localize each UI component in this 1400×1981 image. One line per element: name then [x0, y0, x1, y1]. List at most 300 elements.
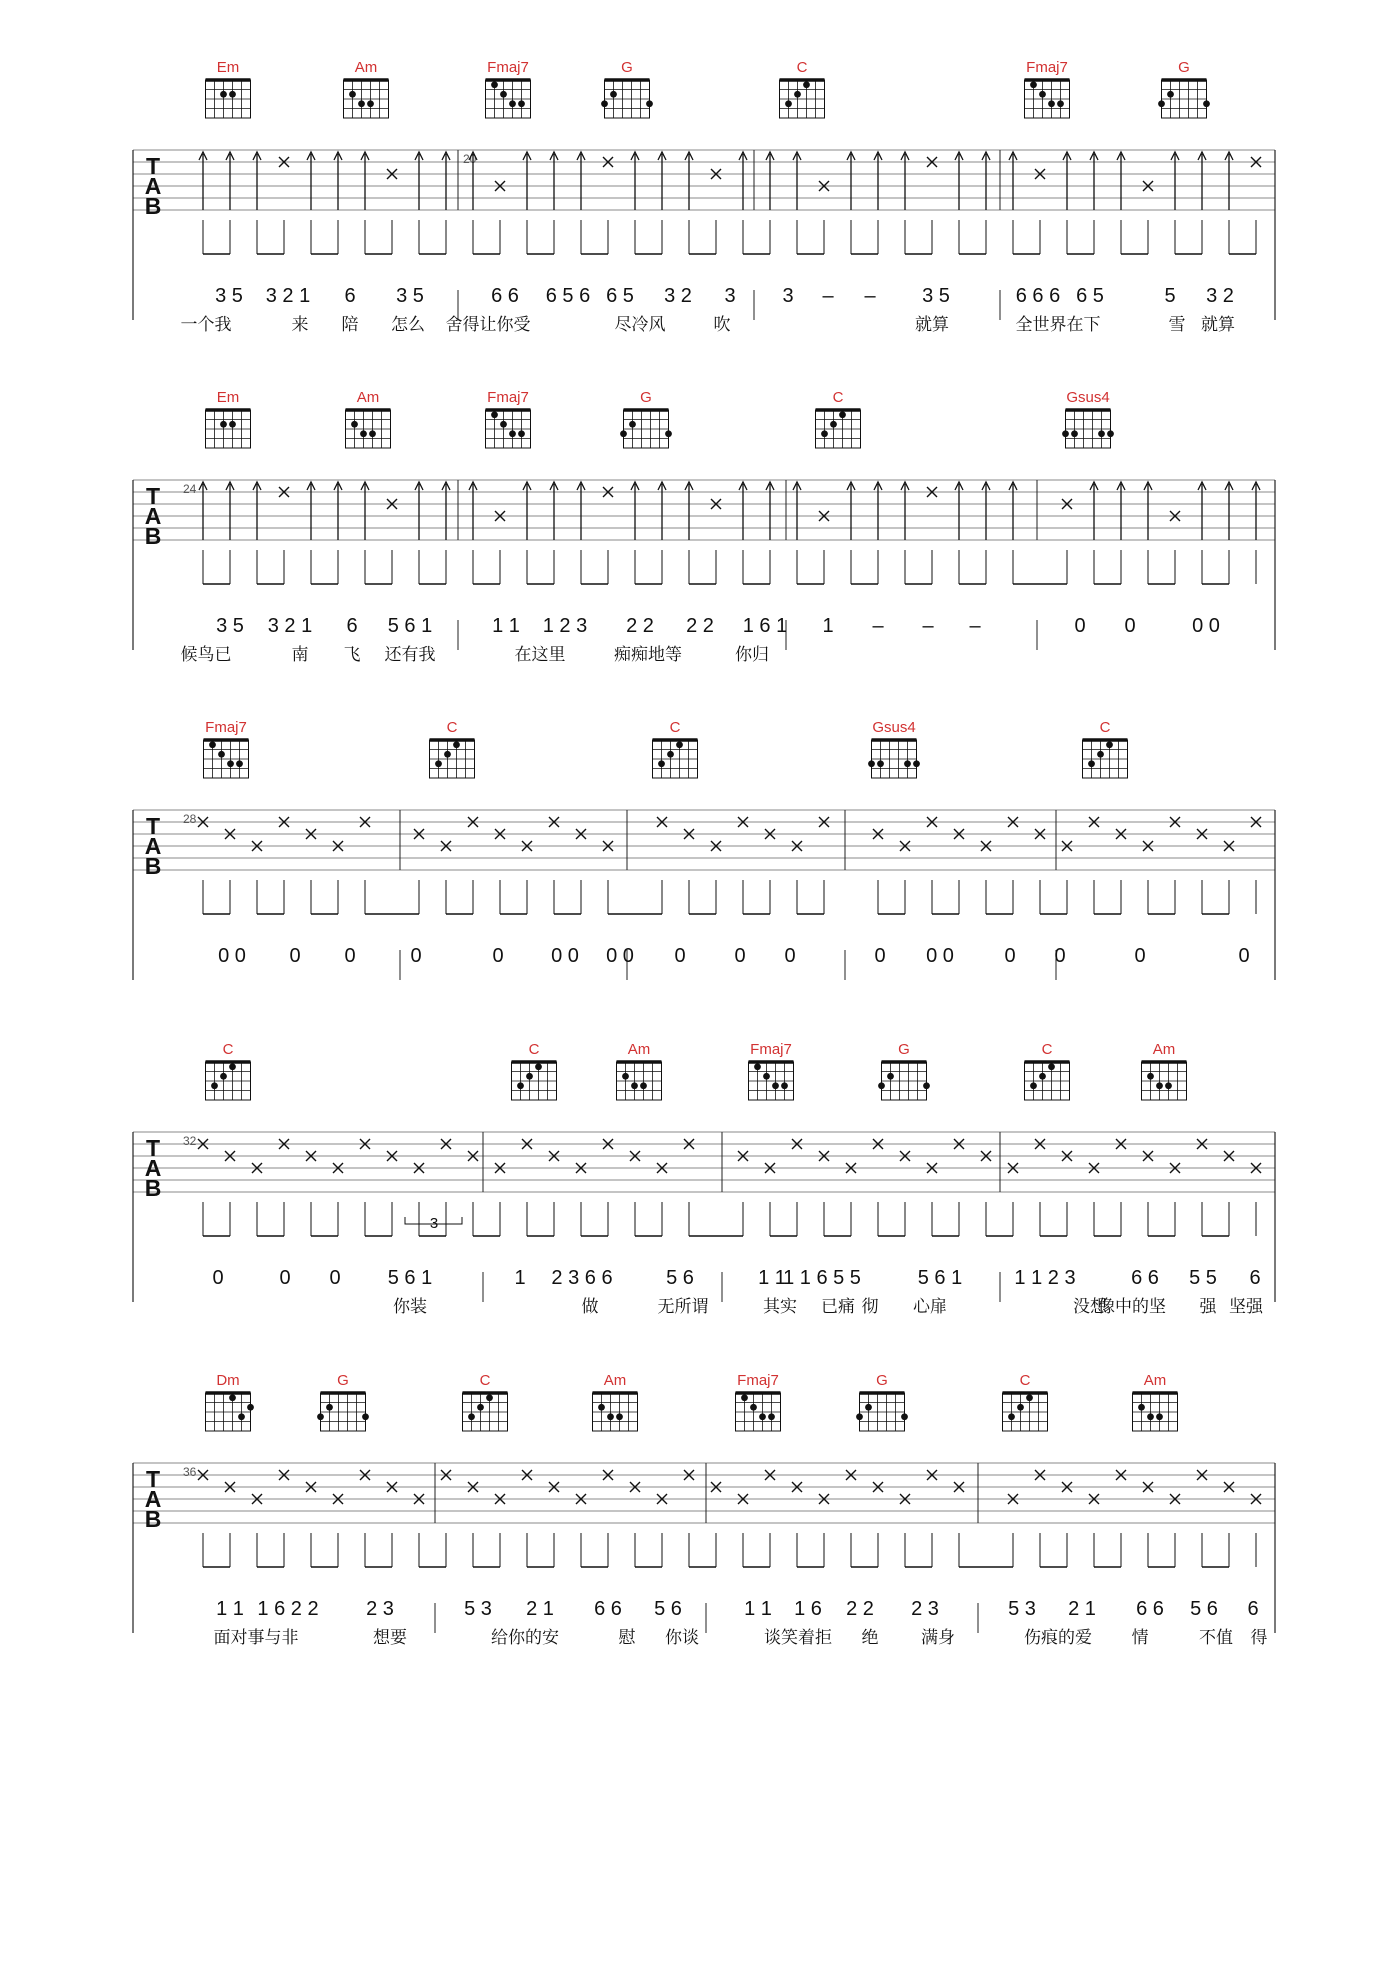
chord-diagram	[617, 1041, 662, 1100]
finger-dot	[477, 1404, 484, 1411]
finger-dot	[491, 81, 498, 88]
chord-name: G	[876, 1372, 888, 1389]
jianpu-note: 2 2	[686, 615, 714, 637]
tab-letter: T	[145, 153, 161, 179]
finger-dot	[878, 1082, 885, 1089]
finger-dot	[629, 421, 636, 428]
tab-clef	[145, 1466, 162, 1532]
tab-letter: T	[145, 1466, 161, 1492]
chord-name: Em	[216, 389, 240, 406]
finger-dot	[453, 741, 460, 748]
chord-diagram	[856, 1372, 908, 1431]
tab-letter: B	[144, 853, 162, 879]
lyric-word: 心扉	[913, 1297, 947, 1317]
finger-dot	[1165, 1082, 1172, 1089]
jianpu-note: 0	[1124, 615, 1136, 637]
lyric-word: 飞	[343, 645, 361, 665]
finger-dot	[1088, 760, 1095, 767]
finger-dot	[1147, 1413, 1154, 1420]
finger-dot	[763, 1073, 770, 1080]
jianpu-note: 1 1 2 3	[1014, 1267, 1076, 1289]
jianpu-note: 5 6 1	[917, 1267, 963, 1289]
chord-name: C	[669, 719, 681, 736]
chord-name: C	[796, 59, 808, 76]
finger-dot	[646, 100, 653, 107]
chord-diagram	[1003, 1372, 1048, 1431]
chord-name: C	[446, 719, 458, 736]
lyric-word: 谈笑着拒	[764, 1628, 832, 1648]
jianpu-note: 5 6	[654, 1598, 682, 1620]
finger-dot	[500, 421, 507, 428]
jianpu-note: 6	[1247, 1598, 1259, 1620]
jianpu-note: 5 6 1	[387, 1267, 433, 1289]
jianpu-note: 3 5	[396, 285, 424, 307]
finger-dot	[759, 1413, 766, 1420]
jianpu-note: 6 6	[1131, 1267, 1159, 1289]
finger-dot	[1030, 1082, 1037, 1089]
jianpu-note: –	[922, 615, 934, 637]
finger-dot	[607, 1413, 614, 1420]
finger-dot	[1156, 1082, 1163, 1089]
finger-dot	[1098, 430, 1105, 437]
chord-diagram	[601, 59, 653, 118]
finger-dot	[865, 1404, 872, 1411]
chord-diagram	[346, 389, 391, 448]
finger-dot	[491, 411, 498, 418]
finger-dot	[616, 1413, 623, 1420]
jianpu-note: 3 5	[215, 285, 243, 307]
chord-diagram	[1025, 59, 1070, 118]
jianpu-note: 6 6	[491, 285, 519, 307]
jianpu-note: –	[864, 285, 876, 307]
jianpu-note: 0 0	[1192, 615, 1220, 637]
chord-name: C	[832, 389, 844, 406]
finger-dot	[830, 421, 837, 428]
jianpu-note: –	[872, 615, 884, 637]
tab-clef	[145, 483, 162, 549]
jianpu-note: 0	[1074, 615, 1086, 637]
chord-diagram	[206, 389, 251, 448]
finger-dot	[923, 1082, 930, 1089]
jianpu-note: 1 2 3	[542, 615, 588, 637]
chord-name: Fmaj7	[750, 1041, 792, 1058]
finger-dot	[772, 1082, 779, 1089]
finger-dot	[518, 100, 525, 107]
chord-name: C	[1019, 1372, 1031, 1389]
chord-diagram	[749, 1041, 794, 1100]
jianpu-note: 0	[1238, 945, 1250, 967]
jianpu-note: 2 3	[911, 1598, 939, 1620]
tab-letter: A	[144, 173, 162, 199]
finger-dot	[1030, 81, 1037, 88]
lyric-word: 陪	[341, 315, 359, 335]
finger-dot	[1048, 1063, 1055, 1070]
chord-diagram	[1062, 389, 1114, 448]
finger-dot	[877, 760, 884, 767]
finger-dot	[238, 1413, 245, 1420]
jianpu-note: 6 6	[1136, 1598, 1164, 1620]
finger-dot	[526, 1073, 533, 1080]
finger-dot	[486, 1394, 493, 1401]
lyric-word: 吹	[713, 315, 731, 335]
finger-dot	[229, 91, 236, 98]
strum-pattern	[198, 1139, 1261, 1236]
jianpu-note: –	[822, 285, 834, 307]
jianpu-note: 3	[782, 285, 794, 307]
chord-name: Am	[627, 1041, 651, 1058]
jianpu-note: 6 6 6	[1015, 285, 1061, 307]
finger-dot	[211, 1082, 218, 1089]
finger-dot	[785, 100, 792, 107]
finger-dot	[620, 430, 627, 437]
finger-dot	[468, 1413, 475, 1420]
finger-dot	[676, 741, 683, 748]
chord-name: C	[1041, 1041, 1053, 1058]
finger-dot	[1203, 100, 1210, 107]
chord-diagram	[344, 59, 389, 118]
finger-dot	[1097, 751, 1104, 758]
chord-diagram	[1142, 1041, 1187, 1100]
chord-diagram	[204, 719, 249, 778]
chord-name: Gsus4	[1066, 389, 1110, 406]
chord-diagram	[736, 1372, 781, 1431]
chord-name: Dm	[216, 1372, 240, 1389]
lyric-word: 得	[1250, 1628, 1268, 1648]
finger-dot	[887, 1073, 894, 1080]
chord-name: Am	[356, 389, 380, 406]
lyric-word: 全世界在下	[1015, 315, 1101, 335]
lyric-word: 候鸟已	[180, 645, 232, 665]
lyric-word: 在这里	[514, 645, 566, 665]
jianpu-note: 0	[212, 1267, 224, 1289]
finger-dot	[839, 411, 846, 418]
tab-letter: A	[144, 833, 162, 859]
jianpu-note: 6 5 6	[545, 285, 591, 307]
chord-name: G	[640, 389, 652, 406]
jianpu-note: 3 2	[1206, 285, 1234, 307]
lyric-word: 绝	[861, 1628, 879, 1648]
jianpu-note: 5 6 1	[387, 615, 433, 637]
finger-dot	[349, 91, 356, 98]
finger-dot	[803, 81, 810, 88]
tab-letter: B	[144, 1506, 162, 1532]
finger-dot	[435, 760, 442, 767]
chord-diagram	[206, 1041, 251, 1100]
finger-dot	[598, 1404, 605, 1411]
chord-diagram	[593, 1372, 638, 1431]
jianpu-note: 2 3	[366, 1598, 394, 1620]
finger-dot	[220, 421, 227, 428]
finger-dot	[868, 760, 875, 767]
lyric-word: 舍得让你受	[445, 315, 531, 335]
tab-staff	[133, 1132, 1275, 1302]
lyric-word: 已痛	[821, 1297, 855, 1317]
jianpu-note: 5 3	[1008, 1598, 1036, 1620]
lyric-word: 慰	[618, 1628, 636, 1648]
finger-dot	[317, 1413, 324, 1420]
finger-dot	[229, 1394, 236, 1401]
lyric-word: 无所谓	[657, 1297, 709, 1317]
lyric-word: 做	[581, 1297, 599, 1317]
finger-dot	[1071, 430, 1078, 437]
chord-diagram	[206, 59, 251, 118]
chord-diagram	[816, 389, 861, 448]
chord-name: Fmaj7	[487, 59, 529, 76]
jianpu-note: 5	[1164, 285, 1176, 307]
lyric-word: 还有我	[384, 645, 436, 665]
finger-dot	[220, 1073, 227, 1080]
jianpu-note: 6	[1249, 1267, 1261, 1289]
finger-dot	[631, 1082, 638, 1089]
triplet-number: 3	[429, 1215, 439, 1232]
jianpu-note: 5 6	[1190, 1598, 1218, 1620]
jianpu-note: 2 1	[1068, 1598, 1096, 1620]
lyric-word: 坚强	[1229, 1297, 1263, 1317]
tab-system	[133, 389, 1275, 665]
finger-dot	[358, 100, 365, 107]
finger-dot	[209, 741, 216, 748]
finger-dot	[236, 760, 243, 767]
finger-dot	[1167, 91, 1174, 98]
lyric-word: 痴痴地等	[614, 645, 682, 665]
chord-diagram	[653, 719, 698, 778]
finger-dot	[518, 430, 525, 437]
chord-name: G	[898, 1041, 910, 1058]
finger-dot	[1062, 430, 1069, 437]
jianpu-note: 0	[344, 945, 356, 967]
jianpu-note: 2 3 6 6	[551, 1267, 613, 1289]
jianpu-note: 1 1 6 5 5	[783, 1267, 861, 1289]
finger-dot	[1039, 1073, 1046, 1080]
chord-name: C	[528, 1041, 540, 1058]
jianpu-note: 3 5	[922, 285, 950, 307]
measure-number: 28	[183, 812, 197, 826]
finger-dot	[444, 751, 451, 758]
finger-dot	[1138, 1404, 1145, 1411]
finger-dot	[535, 1063, 542, 1070]
lyric-word: 给你的安	[491, 1628, 559, 1648]
tab-staff	[133, 810, 1275, 980]
finger-dot	[509, 430, 516, 437]
finger-dot	[622, 1073, 629, 1080]
jianpu-note: 3 2 1	[267, 615, 313, 637]
chord-name: Fmaj7	[1026, 59, 1068, 76]
finger-dot	[667, 751, 674, 758]
lyric-word: 你装	[393, 1297, 427, 1317]
chord-diagram	[486, 389, 531, 448]
chord-diagram	[486, 59, 531, 118]
lyric-word: 就算	[915, 315, 949, 335]
lyric-word: 像中的坚	[1098, 1297, 1166, 1317]
finger-dot	[326, 1404, 333, 1411]
finger-dot	[754, 1063, 761, 1070]
jianpu-note: 1 6	[794, 1598, 822, 1620]
jianpu-note: 0	[784, 945, 796, 967]
jianpu-note: 1 1	[744, 1598, 772, 1620]
jianpu-note: 1	[514, 1267, 526, 1289]
lyric-word: 情	[1131, 1628, 1149, 1648]
finger-dot	[640, 1082, 647, 1089]
tab-letter: A	[144, 1486, 162, 1512]
finger-dot	[1106, 741, 1113, 748]
finger-dot	[218, 751, 225, 758]
finger-dot	[362, 1413, 369, 1420]
finger-dot	[367, 100, 374, 107]
jianpu-note: 6 5	[606, 285, 634, 307]
tab-letter: T	[145, 483, 161, 509]
chord-name: C	[1099, 719, 1111, 736]
finger-dot	[1026, 1394, 1033, 1401]
lyric-word: 满身	[921, 1628, 955, 1648]
chord-diagram	[430, 719, 475, 778]
lyric-word: 想要	[373, 1628, 407, 1648]
jianpu-note: 0	[279, 1267, 291, 1289]
jianpu-note: 3 2 1	[265, 285, 311, 307]
jianpu-note: 6 5	[1076, 285, 1104, 307]
finger-dot	[247, 1404, 254, 1411]
triplet-bracket	[405, 1215, 462, 1232]
chord-name: C	[479, 1372, 491, 1389]
lyric-word: 一个我	[180, 315, 232, 335]
finger-dot	[856, 1413, 863, 1420]
tab-system	[133, 1041, 1275, 1317]
lyric-word: 伤痕的爱	[1024, 1628, 1092, 1648]
jianpu-note: 1 1	[492, 615, 520, 637]
lyric-word: 没想	[1073, 1297, 1107, 1317]
measure-number: 32	[183, 1134, 197, 1148]
jianpu-note: 0	[1134, 945, 1146, 967]
jianpu-note: 2 1	[526, 1598, 554, 1620]
jianpu-note: 0	[874, 945, 886, 967]
jianpu-note: 0	[492, 945, 504, 967]
chord-diagram	[1025, 1041, 1070, 1100]
jianpu-note: 0	[1004, 945, 1016, 967]
lyric-word: 就算	[1201, 315, 1235, 335]
finger-dot	[351, 421, 358, 428]
jianpu-note: 1 1	[758, 1267, 786, 1289]
tab-letter: B	[144, 523, 162, 549]
jianpu-note: 6	[346, 615, 358, 637]
finger-dot	[229, 1063, 236, 1070]
measure-number: 36	[183, 1465, 197, 1479]
tab-letter: A	[144, 1155, 162, 1181]
finger-dot	[1057, 100, 1064, 107]
chord-diagram	[878, 1041, 930, 1100]
lyric-word: 怎么	[391, 315, 425, 335]
finger-dot	[500, 91, 507, 98]
lyric-word: 不值	[1199, 1628, 1233, 1648]
lyric-word: 南	[291, 645, 309, 665]
finger-dot	[227, 760, 234, 767]
chord-name: G	[1178, 59, 1190, 76]
finger-dot	[1107, 430, 1114, 437]
jianpu-note: 0	[329, 1267, 341, 1289]
tab-system	[133, 719, 1275, 980]
chord-name: Am	[603, 1372, 627, 1389]
jianpu-note: 0 0	[926, 945, 954, 967]
finger-dot	[750, 1404, 757, 1411]
finger-dot	[665, 430, 672, 437]
chord-diagram	[512, 1041, 557, 1100]
tab-clef	[145, 153, 162, 219]
jianpu-note: 1 6 2 2	[257, 1598, 319, 1620]
tab-letter: B	[144, 1175, 162, 1201]
chord-diagram	[1133, 1372, 1178, 1431]
jianpu-note: 0	[734, 945, 746, 967]
tab-clef	[145, 813, 162, 879]
finger-dot	[369, 430, 376, 437]
measure-number: 20	[463, 152, 477, 166]
tab-system	[133, 59, 1275, 335]
chord-name: Am	[1152, 1041, 1176, 1058]
finger-dot	[901, 1413, 908, 1420]
chord-name: Am	[354, 59, 378, 76]
finger-dot	[509, 100, 516, 107]
jianpu-note: 5 5	[1189, 1267, 1217, 1289]
lyric-word: 雪	[1168, 315, 1186, 335]
chord-name: Gsus4	[872, 719, 916, 736]
finger-dot	[913, 760, 920, 767]
lyric-word: 面对事与非	[213, 1628, 299, 1648]
lyric-word: 尽冷风	[614, 315, 666, 335]
chord-diagram	[463, 1372, 508, 1431]
jianpu-note: 1 1	[216, 1598, 244, 1620]
jianpu-note: 0	[289, 945, 301, 967]
systems	[133, 59, 1275, 1648]
jianpu-note: 2 2	[846, 1598, 874, 1620]
chord-name: C	[222, 1041, 234, 1058]
chord-diagram	[620, 389, 672, 448]
lyric-word: 彻	[861, 1297, 879, 1317]
chord-name: Am	[1143, 1372, 1167, 1389]
chord-diagram	[317, 1372, 369, 1431]
finger-dot	[1147, 1073, 1154, 1080]
lyric-word: 你归	[735, 645, 769, 665]
finger-dot	[821, 430, 828, 437]
chord-diagram	[780, 59, 825, 118]
jianpu-note: 0	[1054, 945, 1066, 967]
chord-diagram	[206, 1372, 254, 1431]
lyric-word: 你谈	[665, 1628, 699, 1648]
finger-dot	[220, 91, 227, 98]
tab-letter: T	[145, 813, 161, 839]
jianpu-note: –	[969, 615, 981, 637]
tab-system	[133, 1372, 1275, 1648]
finger-dot	[768, 1413, 775, 1420]
chord-diagram	[1158, 59, 1210, 118]
strum-pattern	[198, 1470, 1261, 1567]
tab-clef	[145, 1135, 162, 1201]
jianpu-note: 0 0	[218, 945, 246, 967]
jianpu-note: 5 3	[464, 1598, 492, 1620]
jianpu-note: 1	[822, 615, 834, 637]
finger-dot	[1039, 91, 1046, 98]
jianpu-note: 0 0	[606, 945, 634, 967]
jianpu-note: 3 5	[216, 615, 244, 637]
jianpu-note: 3 2	[664, 285, 692, 307]
chord-name: Fmaj7	[205, 719, 247, 736]
chord-name: Em	[216, 59, 240, 76]
finger-dot	[1008, 1413, 1015, 1420]
strum-pattern	[199, 152, 1261, 254]
jianpu-note: 0	[674, 945, 686, 967]
jianpu-note: 1 6 1	[742, 615, 788, 637]
finger-dot	[1156, 1413, 1163, 1420]
finger-dot	[904, 760, 911, 767]
jianpu-note: 2 2	[626, 615, 654, 637]
chord-name: G	[337, 1372, 349, 1389]
strum-pattern	[198, 817, 1261, 914]
